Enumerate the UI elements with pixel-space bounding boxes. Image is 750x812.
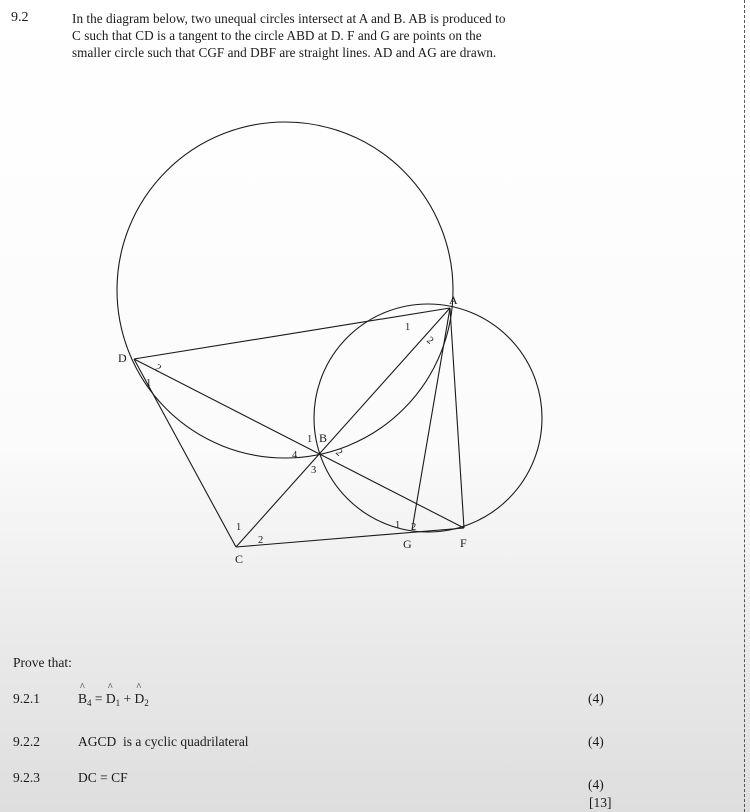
point-a-label: A	[449, 293, 458, 307]
angle-b2: 2	[333, 447, 345, 459]
part-marks: (4)	[588, 777, 604, 792]
intro-line-1: In the diagram below, two unequal circles intersect at A and B. AB is produced to	[72, 11, 506, 26]
angle-d1: 1	[146, 378, 152, 389]
angle-g2: 2	[411, 522, 417, 533]
angle-b1: 1	[307, 434, 313, 445]
point-d-label: D	[118, 351, 127, 365]
angle-c1: 1	[236, 522, 242, 533]
point-c-label: C	[235, 552, 244, 566]
angle-c2: 2	[258, 535, 264, 546]
part-marks: (4)	[588, 691, 604, 706]
line-da	[134, 308, 450, 359]
intro-line-2: C such that CD is a tangent to the circle ABD at D. F and G are points on the	[72, 28, 482, 43]
angle-b4: 4	[292, 450, 298, 461]
angle-d-hat: ^ D	[106, 691, 116, 707]
point-f-label: F	[460, 536, 467, 550]
part-number: 9.2.2	[13, 734, 40, 749]
circle-abd	[117, 122, 453, 458]
point-g-label: G	[403, 537, 412, 551]
part-number: 9.2.1	[13, 691, 40, 706]
point-b-label: B	[319, 431, 328, 445]
angle-d2: 2	[152, 362, 163, 375]
angle-g1: 1	[395, 520, 401, 531]
part-number: 9.2.3	[13, 770, 40, 785]
angle-d-hat: ^ D	[135, 691, 145, 707]
part-statement: DC = CF	[78, 770, 128, 785]
part-statement: ^ $B_4$ = ^ $D_1$ + ^ $D_2$	[78, 691, 149, 708]
question-number: 9.2	[11, 10, 29, 25]
intro-line-3: smaller circle such that CGF and DBF are straight lines. AD and AG are drawn.	[72, 45, 497, 60]
part-marks: (4)	[588, 734, 604, 749]
part-statement: AGCD is a cyclic quadrilateral	[78, 734, 249, 749]
total-marks: [13]	[589, 795, 612, 810]
angle-b-hat: ^ B	[78, 691, 87, 707]
line-af	[450, 308, 464, 528]
prove-heading: Prove that:	[13, 655, 72, 670]
line-dbf	[134, 359, 464, 528]
angle-a2: 2	[424, 335, 436, 347]
angle-a1: 1	[405, 322, 411, 333]
line-cgf	[236, 528, 464, 547]
angle-b3: 3	[311, 465, 317, 476]
